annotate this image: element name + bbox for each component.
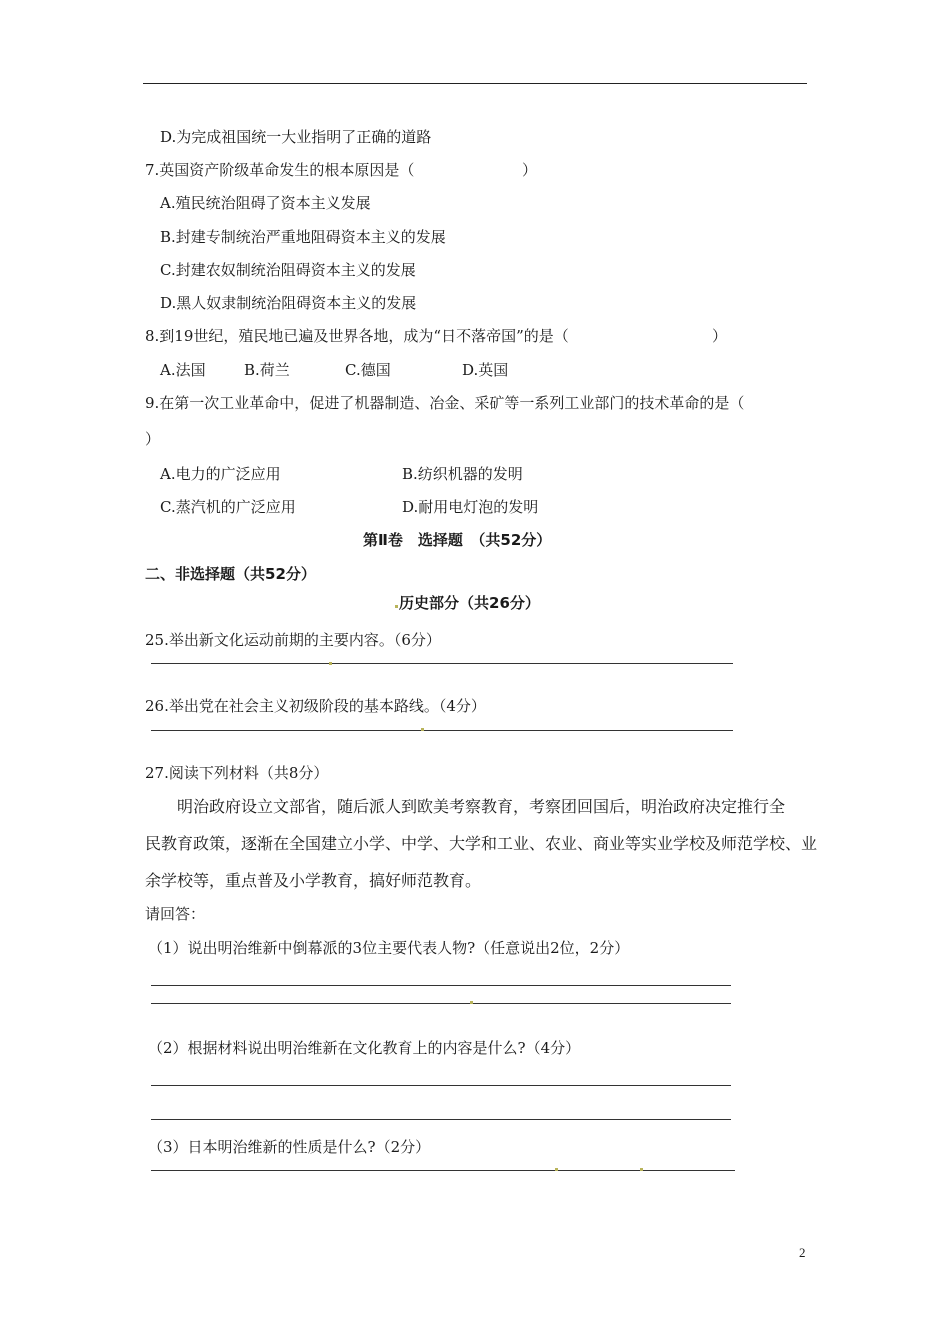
q9-stem-line1: 9.在第一次工业革命中，促进了机器制造、冶金、采矿等一系列工业部门的技术革命的是（ [145,394,745,412]
q27-material-line1: 明治政府设立文部省，随后派人到欧美考察教育，考察团回国后，明治政府决定推行全 [177,797,786,816]
q27-sub2-answer-line2 [151,1119,731,1120]
q7-close: ） [522,161,538,179]
page-number: 2 [799,1245,806,1260]
q27-prompt: 请回答： [145,905,206,923]
q7-option-b: B.封建专制统治严重地阻碍资本主义的发展 [160,228,446,246]
q27-sub2: （2）根据材料说出明治维新在文化教育上的内容是什么?（4分） [148,1039,581,1057]
q25-answer-line [151,663,733,664]
speck-mark [555,1168,558,1171]
q7-stem: 7.英国资产阶级革命发生的根本原因是（ [145,161,415,179]
q8-option-d: D.英国 [462,361,509,379]
q9-option-c: C.蒸汽机的广泛应用 [160,498,296,516]
speck-mark [329,662,332,665]
q9-option-b: B.纺织机器的发明 [402,465,523,483]
speck-mark [640,1168,643,1171]
q6-option-d: D.为完成祖国统一大业指明了正确的道路 [160,128,432,146]
q27-sub3-answer-line [151,1170,735,1171]
q8-close: ） [712,327,728,345]
q9-stem-line2: ） [145,430,161,448]
q9-option-d: D.耐用电灯泡的发明 [402,498,539,516]
section2-title: 第Ⅱ卷 选择题 （共52分） [363,531,552,549]
q26-answer-line [151,730,733,731]
q8-option-c: C.德国 [345,361,391,379]
speck-mark [395,605,398,608]
q25-stem: 25.举出新文化运动前期的主要内容。（6分） [145,631,441,649]
q27-material-line2: 民教育政策，逐渐在全国建立小学、中学、大学和工业、农业、商业等实业学校及师范学校、业 [145,834,818,853]
q7-option-c: C.封建农奴制统治阻碍资本主义的发展 [160,261,416,279]
q27-sub1-answer-line1 [151,985,731,986]
q27-stem: 27.阅读下列材料（共8分） [145,764,329,782]
speck-mark [470,1001,473,1004]
q27-material-line3: 余学校等，重点普及小学教育，搞好师范教育。 [145,871,482,890]
section2-subtitle: 二、非选择题（共52分） [145,565,316,583]
header-rule [143,83,807,84]
q7-option-d: D.黑人奴隶制统治阻碍资本主义的发展 [160,294,417,312]
q8-option-b: B.荷兰 [244,361,290,379]
speck-mark [421,728,424,731]
q9-option-a: A.电力的广泛应用 [160,465,281,483]
history-heading: 历史部分（共26分） [399,594,540,612]
q27-sub1: （1）说出明治维新中倒幕派的3位主要代表人物?（任意说出2位，2分） [148,939,630,957]
q27-sub3: （3）日本明治维新的性质是什么?（2分） [148,1138,431,1156]
q7-option-a: A.殖民统治阻碍了资本主义发展 [160,194,371,212]
q8-option-a: A.法国 [160,361,206,379]
q8-stem: 8.到19世纪，殖民地已遍及世界各地，成为“日不落帝国”的是（ [145,327,569,345]
q26-stem: 26.举出党在社会主义初级阶段的基本路线。（4分） [145,697,486,715]
q27-sub1-answer-line2 [151,1003,731,1004]
q27-sub2-answer-line1 [151,1085,731,1086]
